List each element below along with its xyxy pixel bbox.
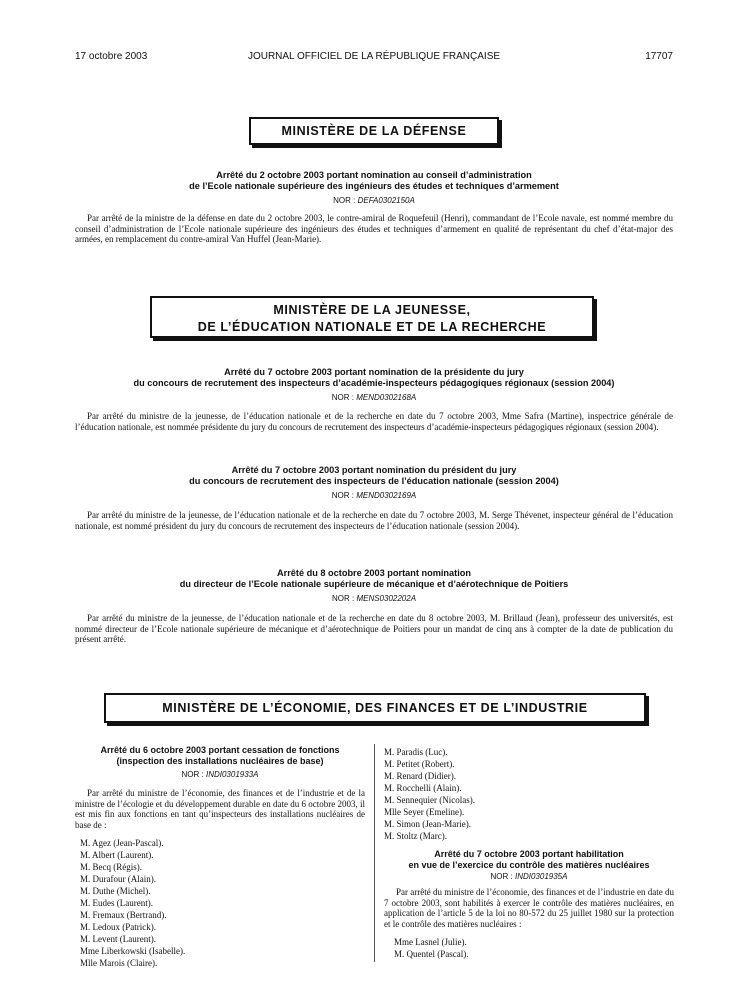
arrete-title-line: en vue de l’exercice du contrôle des matières nucléaires (408, 859, 650, 870)
nor-label: NOR : (333, 196, 356, 205)
list-item: Mlle Seyer (Emeline). (384, 807, 465, 817)
nor-label: NOR : (331, 594, 355, 603)
arrete-title (60, 465, 688, 487)
nor-label: NOR : (490, 872, 513, 881)
arrete-text: Par arrêté du ministre de l’économie, des finances et de l’industrie en date du 7 octobre 2003, sont habilités à exercer le contrôle des matières nucléaires, en application de l’article 5 de la loi no 80-572 du 25 juillet 1980 sur la protection et le contrôle des matières nucléaires : (384, 887, 674, 929)
list-item: M. Stoltz (Marc). (384, 831, 447, 841)
nor-reference (60, 594, 688, 603)
journal-title: JOURNAL OFFICIEL DE LA RÉPUBLIQUE FRANÇAISE (247, 51, 501, 62)
ministry-heading-line: MINISTÈRE DE LA JEUNESSE, (273, 303, 471, 317)
list-item: M. Agez (Jean-Pascal). (80, 838, 164, 848)
nor-code: MEND0302169A (356, 491, 417, 500)
nor-reference (60, 491, 688, 500)
arrete-text: Par arrêté du ministre de la jeunesse, de l’éducation nationale et de la recherche en date du 7 octobre 2003, Mme Safra (Martine), inspectrice générale de l’éducation nationale, est nommée présidente du jury du concours de recrutement des inspecteurs d’académie-inspecteurs pédagogiques régionaux (session 2004). (75, 411, 673, 432)
list-item: M. Renard (Didier). (384, 771, 456, 781)
arrete-title-line: Arrêté du 2 octobre 2003 portant nomination au conseil d’administration (216, 170, 532, 180)
arrete-title-line: du concours de recrutement des inspecteurs d’académie-inspecteurs pédagogiques régionaux (session 2004) (133, 378, 615, 388)
nor-label: NOR : (331, 491, 354, 500)
arrete-title-line: Arrêté du 7 octobre 2003 portant nomination du président du jury (231, 465, 517, 475)
list-item: M. Ledoux (Patrick). (80, 922, 156, 932)
list-item: M. Eudes (Laurent). (80, 898, 153, 908)
nor-code: MENS0302202A (356, 594, 417, 603)
arrete-title (384, 849, 674, 870)
list-item: M. Simon (Jean-Marie). (384, 819, 471, 829)
arrete-title-line: Arrêté du 7 octobre 2003 portant habilitation (434, 849, 624, 859)
nor-reference (60, 196, 688, 205)
nor-label: NOR : (181, 770, 204, 779)
arrete-title-line: Arrêté du 8 octobre 2003 portant nomination (277, 568, 471, 578)
arrete-text: Par arrêté du ministre de la jeunesse, de l’éducation nationale et de la recherche en date du 8 octobre 2003, M. Brillaud (Jean), professeur des universités, est nommé directeur de l’Ecole nationale supérieure de mécanique et d’aérotechnique de Poitiers pour un mandat de cinq ans à compter de la date de publication du présent arrêté. (75, 613, 673, 644)
arrete-title-line: du concours de recrutement des inspecteurs de l’éducation nationale (session 2004) (189, 476, 559, 486)
arrete-title (60, 367, 688, 389)
column-divider (374, 744, 375, 962)
arrete-title-line: du directeur de l’Ecole nationale supérieure de mécanique et d’aérotechnique de Poitiers (179, 579, 569, 589)
list-item: Mme Lasnel (Julie). (394, 937, 467, 947)
name-list-left (80, 837, 185, 969)
list-item: M. Durafour (Alain). (80, 874, 156, 884)
page-number: 17707 (645, 51, 673, 62)
arrete-title (60, 170, 688, 192)
list-item: M. Duthe (Michel). (80, 886, 151, 896)
arrete-text: Par arrêté du ministre de l’économie, des finances et de l’industrie et de la ministre de l’écologie et du développement durable en date du 6 octobre 2003, il est mis fin aux fonctions en tant qu’inspecteurs des installations nucléaires de base de : (75, 788, 365, 830)
list-item: M. Paradis (Luc). (384, 747, 448, 757)
list-item: M. Becq (Régis). (80, 862, 142, 872)
list-item: M. Petitet (Robert). (384, 759, 455, 769)
nor-reference (384, 872, 674, 881)
nor-code: INDI0301933A (205, 770, 259, 779)
ministry-heading-line: DE L’ÉDUCATION NATIONALE ET DE LA RECHERCHE (197, 320, 547, 334)
list-item: M. Albert (Laurent). (80, 850, 154, 860)
ministry-economie-heading: MINISTÈRE DE L’ÉCONOMIE, DES FINANCES ET DE L’INDUSTRIE (104, 693, 646, 723)
list-item: M. Quentel (Pascal). (394, 949, 469, 959)
nor-code: MEND0302168A (356, 393, 417, 402)
list-item: Mlle Marois (Claire). (80, 958, 158, 968)
arrete-title-line: de l’Ecole nationale supérieure des ingénieurs des études et techniques d’armement (189, 181, 559, 191)
arrete-title-line: Arrêté du 7 octobre 2003 portant nomination de la présidente du jury (224, 367, 524, 377)
arrete-title-line: (inspection des installations nucléaires de base) (116, 755, 324, 766)
list-item: M. Levent (Laurent). (80, 934, 156, 944)
ministry-education-heading (150, 296, 594, 338)
header-date: 17 octobre 2003 (75, 51, 148, 62)
list-item: M. Rocchelli (Alain). (384, 783, 462, 793)
list-item: Mme Liberkowski (Isabelle). (80, 946, 186, 956)
arrete-title (75, 745, 365, 766)
list-item: M. Sennequier (Nicolas). (384, 795, 475, 805)
arrete-text: Par arrêté de la ministre de la défense en date du 2 octobre 2003, le contre-amiral de Roquefeuil (Henri), commandant de l’Ecole navale, est nommé membre du conseil d’administration de l’Ecole nationale supérieure des ingénieurs des études et techniques d’armement en qualité de représentant du chef d’état-major des armées, en remplacement du contre-amiral Van Huffel (Jean-Marie). (75, 213, 673, 244)
ministry-defense-heading: MINISTÈRE DE LA DÉFENSE (249, 117, 499, 145)
nor-code: DEFA0302150A (357, 196, 415, 205)
nor-reference (75, 770, 365, 779)
arrete-title (60, 568, 688, 590)
arrete-title-line: Arrêté du 6 octobre 2003 portant cessation de fonctions (100, 745, 340, 755)
nor-reference (60, 393, 688, 402)
nor-label: NOR : (331, 393, 354, 402)
arrete-text: Par arrêté du ministre de la jeunesse, de l’éducation nationale et de la recherche en date du 7 octobre 2003, M. Serge Thévenet, inspecteur général de l’éducation nationale, est nommé président du jury du concours de recrutement des inspecteurs de l’éducation nationale (session 2004). (75, 510, 673, 531)
nor-code: INDI0301935A (514, 872, 568, 881)
list-item: M. Fremaux (Bertrand). (80, 910, 167, 920)
name-list-habilitation (394, 936, 468, 960)
name-list-right (384, 746, 475, 842)
